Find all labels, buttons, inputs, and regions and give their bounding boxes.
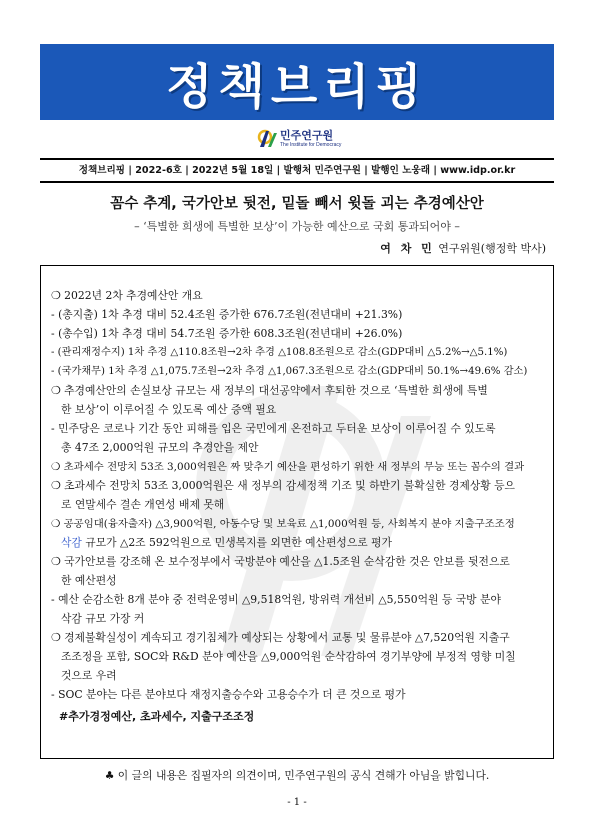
body-line: - (국가채무) 1차 추경 △1,075.7조원→2차 추경 △1,067.3조원으로 감소(GDP대비 50.1%→49.6% 감소)	[51, 366, 528, 377]
author-title: 연구위원(행정학 박사)	[438, 242, 546, 255]
meta-bottom-rule	[40, 181, 554, 183]
logo-subtitle: The Institute for Democracy	[280, 142, 342, 148]
body-line: ❍ 공공임대(융자출자) △3,900억원, 아동수당 및 보육료 △1,000억원 등, 사회복지 분야 지출구조조정	[51, 518, 515, 530]
hashtags: #추가경정예산, 초과세수, 지출구조조정	[59, 710, 255, 723]
page-number: - 1 -	[287, 797, 307, 808]
body-line: - (관리재정수지) 1차 추경 △110.8조원→2차 추경 △108.8조원으로 감소(GDP대비 △5.2%→△5.1%)	[51, 347, 508, 358]
body-line: - 예산 순감소한 8개 분야 중 전력운영비 △9,518억원, 방위력 개선비 △5,550억원 등 국방 분야	[51, 593, 501, 606]
body-line: ❍ 추경예산안의 손실보상 규모는 새 정부의 대선공약에서 후퇴한 것으로 ‘특별한 희생에 특별	[51, 384, 488, 397]
logo-name: 민주연구원	[280, 129, 334, 142]
subheadline: – ‘특별한 희생에 특별한 보상’이 가능한 예산으로 국회 통과되어야 –	[134, 220, 460, 233]
body-line: ❍ 초과세수 전망치 53조 3,000억원은 짜 맞추기 예산을 편성하기 위한 새 정부의 무능 또는 꼼수의 결과	[51, 461, 525, 473]
body-line: - SOC 분야는 다른 분야보다 재정지출승수와 고용승수가 더 큰 것으로 평가	[51, 688, 406, 701]
body-line: - (총수입) 1차 추경 대비 54.7조원 증가한 608.3조원(전년대비 +26.0%)	[51, 327, 403, 340]
meta-top-rule	[40, 158, 554, 160]
body-line: - 민주당은 코로나 기간 동안 피해를 입은 국민에게 온전하고 두터운 보상이 이루어질 수 있도록	[51, 422, 496, 435]
banner-title: 정책브리핑	[166, 58, 428, 115]
institute-logo	[256, 124, 356, 154]
disclaimer: ♣ 이 글의 내용은 집필자의 의견이며, 민주연구원의 공식 견해가 아님을 밝힙니다.	[104, 769, 490, 782]
body-line: 한 보상’이 이루어질 수 있도록 예산 증액 필요	[61, 403, 277, 416]
body-line: 조조정을 포함, SOC와 R&D 분야 예산을 △9,000억원 순삭감하여 경기부양에 부정적 영향 미칠	[61, 650, 516, 663]
body-line: ❍ 2022년 2차 추경예산안 개요	[51, 289, 203, 302]
body-line: 총 47조 2,000억원 규모의 추경안을 제안	[61, 441, 259, 454]
publication-meta: 정책브리핑 | 2022-6호 | 2022년 5월 18일 | 발행처 민주연구원 | 발행인 노웅래 | www.idp.or.kr	[78, 165, 516, 176]
headline: 꼼수 추계, 국가안보 뒷전, 밑돌 빼서 윗돌 괴는 추경예산안	[110, 196, 484, 212]
highlight-word: 삭감	[61, 536, 82, 549]
body-line	[61, 536, 546, 550]
body-line: - (총지출) 1차 추경 대비 52.4조원 증가한 676.7조원(전년대비 +21.3%)	[51, 308, 403, 321]
author-line	[380, 240, 546, 256]
body-line: 것으로 우려	[61, 669, 117, 682]
body-line-rest: 규모가 △2조 592억원으로 민생복지를 외면한 예산편성으로 평가	[81, 536, 392, 549]
title-banner	[40, 44, 554, 120]
author-name: 여 차 민	[380, 242, 435, 255]
institute-logo-icon	[256, 127, 278, 151]
body-line: 삭감 규모 가장 커	[61, 612, 145, 625]
body-line: 로 연말세수 결손 개연성 배제 못해	[61, 498, 225, 511]
summary-box	[40, 265, 554, 759]
body-line: ❍ 경제불확실성이 계속되고 경기침체가 예상되는 상황에서 교통 및 물류분야 △7,520억원 지출구	[51, 631, 510, 644]
body-line: ❍ 초과세수 전망치 53조 3,000억원은 새 정부의 감세정책 기조 및 하반기 불확실한 경제상황 등으	[51, 479, 515, 492]
body-line: ❍ 국가안보를 강조해 온 보수정부에서 국방분야 예산을 △1.5조원 순삭감한 것은 안보를 뒷전으로	[51, 555, 510, 568]
body-line: 한 예산편성	[61, 574, 117, 587]
